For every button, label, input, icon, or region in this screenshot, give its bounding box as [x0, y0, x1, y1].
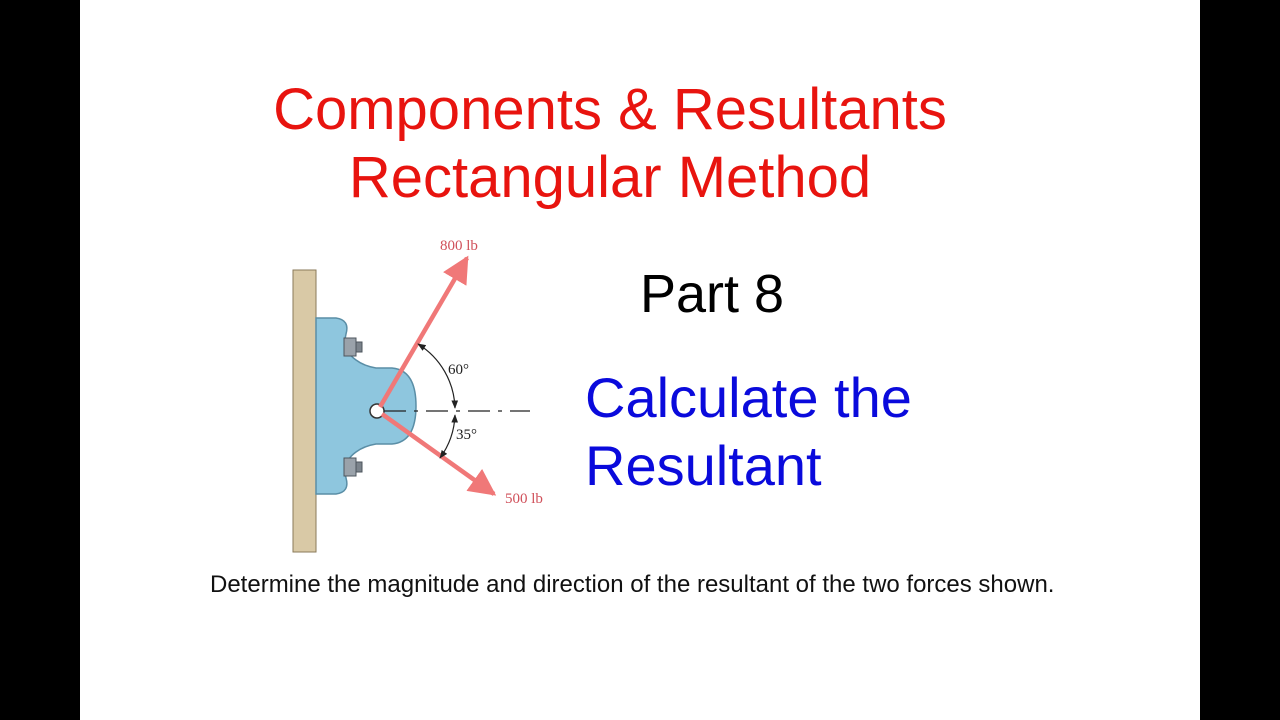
- subtitle-line-2: Resultant: [585, 434, 822, 497]
- angle-35-label: 35°: [456, 427, 477, 443]
- force-800-label: 800 lb: [440, 238, 478, 254]
- force-800-arrow: [380, 258, 467, 407]
- subtitle-line-1: Calculate the: [585, 366, 912, 429]
- left-letterbox: [0, 0, 80, 720]
- upper-bolt: [344, 338, 362, 356]
- slide-title: [80, 76, 1140, 212]
- angle-60-label: 60°: [448, 362, 469, 378]
- slide-subtitle: [585, 364, 912, 500]
- angle-35-arc: [440, 415, 455, 458]
- force-500-arrow: [382, 414, 494, 494]
- right-letterbox: [1200, 0, 1280, 720]
- problem-statement: Determine the magnitude and direction of the resultant of the two forces shown.: [210, 571, 1055, 598]
- bracket: [316, 318, 416, 494]
- lower-bolt: [344, 458, 362, 476]
- part-number: Part 8: [640, 264, 785, 324]
- title-line-2: Rectangular Method: [348, 145, 872, 210]
- force-diagram: [272, 218, 572, 556]
- force-500-label: 500 lb: [505, 491, 543, 507]
- slide: [80, 0, 1200, 720]
- force-diagram-svg: [272, 218, 572, 556]
- title-line-1: Components & Resultants: [273, 77, 947, 142]
- wall: [293, 270, 316, 552]
